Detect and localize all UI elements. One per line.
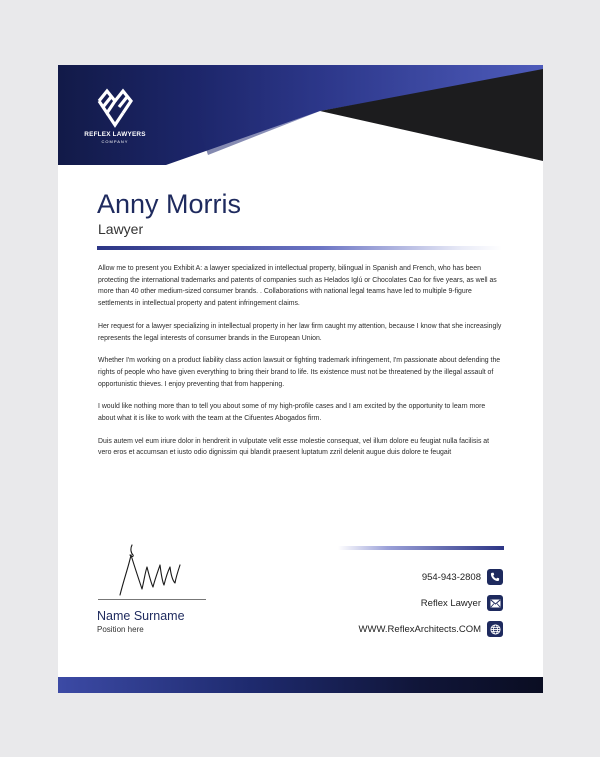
envelope-icon — [487, 595, 503, 611]
letter-paragraph: I would like nothing more than to tell you about some of my high-profile cases and I am excited by the opportunity to learn more about what it is like to work with the team at the Cifuentes Abogados firm. — [98, 403, 486, 423]
phone-number: 954-943-2808 — [421, 571, 481, 583]
logo-subtitle: COMPANY — [101, 139, 129, 144]
letter-paragraph: Whether I'm working on a product liability class action lawsuit or fighting trademark infringement, I'm passionate about defending the rights of people who have given everything to bring their brand to life. Its existence must not be threatened by the illegal assault of opportunistic thieves. I enjoy preventing that from happening. — [98, 357, 501, 388]
letter-paragraph: Allow me to present you Exhibit A: a lawyer specialized in intellectual property, bilingual in Spanish and French, who has been protecting the international trademarks and patents of companies such as Helados Iglú or Chocolates Cao for five years, as well as more than 40 other medium-sized consumer brands. . Collaborations with national legal teams have led to multiple 9-figure settlements in intellectual property and patent infringement claims. — [98, 265, 497, 308]
signature-line — [98, 599, 206, 600]
title-divider — [97, 246, 502, 250]
contact-website — [359, 621, 503, 637]
signature-mark — [98, 543, 208, 601]
letterhead-page — [58, 65, 543, 693]
signature-position: Position here — [97, 625, 144, 634]
website-url: WWW.ReflexArchitects.COM — [358, 623, 481, 635]
letter-paragraph: Duis autem vel eum iriure dolor in hendrerit in vulputate velit esse molestie consequat, vel illum dolore eu feugiat nulla facilisis at vero eros et accumsan et iusto odio dignissim qui blandit praesent luptatum zzril delenit augue duis dolore te feugait — [98, 437, 490, 457]
signature-name: Name Surname — [97, 609, 185, 623]
globe-icon — [487, 621, 503, 637]
phone-icon — [487, 569, 503, 585]
person-name: Anny Morris — [97, 189, 242, 219]
logo-title: REFLEX LAWYERS — [84, 131, 146, 138]
diamond-chevron-icon — [93, 85, 137, 129]
contact-email — [421, 595, 503, 611]
contact-divider — [338, 546, 504, 550]
email-label: Reflex Lawyer — [420, 597, 481, 609]
contact-phone — [422, 569, 503, 585]
company-logo — [80, 85, 150, 155]
person-title: Lawyer — [98, 221, 144, 237]
letter-paragraph: Her request for a lawyer specializing in intellectual property in her law firm caught my attention, because I know that she increasingly represents the legal interests of consumer brands in the European Union. — [98, 322, 502, 342]
letter-body — [98, 263, 503, 470]
footer-bar — [58, 677, 543, 693]
